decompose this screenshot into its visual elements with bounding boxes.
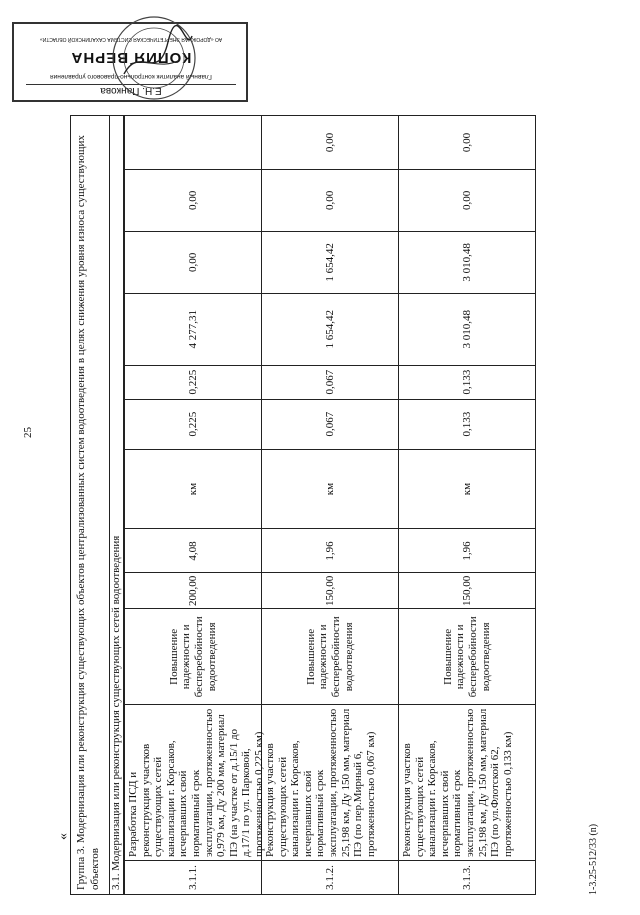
works-table (124, 115, 536, 895)
row-number: 3.1.2. (262, 860, 398, 894)
row-diameter: 150,00 (262, 572, 398, 608)
quote-mark: « (56, 833, 71, 840)
stamp-organization: АО «ДОРОЖНАЯ ЭНЕРГЕТИЧЕСКАЯ СИСТЕМА САХАЛИНСКОЙ ОБЛАСТИ» (39, 36, 223, 42)
document-sheet (70, 115, 550, 895)
row-name: Реконструкция участков существующих сетей канализации г. Корсаков, исчерпавших свой нормативный срок эксплуатации, протяженностью 25,198 км, Ду 150 мм, материал ПЭ (по пер.Мирный 6, протяженностью 0,067 км) (262, 704, 398, 860)
row-value-2: 0,067 (262, 365, 398, 399)
row-diameter: 200,00 (125, 572, 261, 608)
row-value-2: 0,225 (125, 365, 261, 399)
row-number: 3.1.3. (399, 860, 535, 894)
row-sum-1: 4 277,31 (125, 293, 261, 365)
row-unit: км (262, 449, 398, 529)
table-row (399, 115, 536, 895)
row-sum-4 (125, 115, 261, 169)
row-sum-4: 0,00 (399, 115, 535, 169)
stamp-title: КОПИЯ ВЕРНА (70, 49, 192, 66)
row-goal: Повышение надежности и бесперебойности водоотведения (399, 608, 535, 704)
row-diameter: 150,00 (399, 572, 535, 608)
group-title: Группа 3. Модернизация или реконструкция существующих объектов централизованных систем водоотведения в целях снижения уровня износа существующих объектов (70, 115, 110, 895)
row-sum-3: 0,00 (399, 169, 535, 231)
row-sum-3: 0,00 (262, 169, 398, 231)
row-length: 1,96 (399, 528, 535, 572)
footer-code: 1-3.25-512/33 (n) (588, 823, 599, 895)
row-sum-2: 0,00 (125, 231, 261, 293)
stamp-signer-role: Главный аналитик контрольно-правового управления (50, 73, 212, 80)
subgroup-title: 3.1. Модернизация или реконструкция существующих сетей водоотведения (110, 115, 124, 895)
row-name: Разработка ПСД и реконструкция участков существующих сетей канализации г. Корсаков, исчерпавших свой нормативный срок эксплуатации, протяженностью 0,979 км, Ду 200 мм, материал ПЭ (на участке от д.15/1 до д.17/1 по ул. Парковой, протяженностью 0,225 км) (125, 704, 261, 860)
row-goal: Повышение надежности и бесперебойности водоотведения (125, 608, 261, 704)
row-length: 1,96 (262, 528, 398, 572)
row-sum-2: 1 654,42 (262, 231, 398, 293)
round-seal-icon (110, 14, 198, 102)
page-number: 25 (22, 427, 34, 438)
row-number: 3.1.1. (125, 860, 261, 894)
row-sum-1: 1 654,42 (262, 293, 398, 365)
row-length: 4,08 (125, 528, 261, 572)
row-sum-2: 3 010,48 (399, 231, 535, 293)
row-value-1: 0,067 (262, 399, 398, 449)
table-row (262, 115, 399, 895)
row-name: Реконструкция участков существующих сетей канализации г. Корсаков, исчерпавших свой нормативный срок эксплуатации, протяженностью 25,198 км, Ду 150 мм, материал ПЭ (по ул.Флотской 62, протяженностью 0,133 км) (399, 704, 535, 860)
row-sum-3: 0,00 (125, 169, 261, 231)
stamp-signer-name: Е.Н. Панкова (26, 84, 236, 96)
row-value-2: 0,133 (399, 365, 535, 399)
table-row (124, 115, 265, 895)
row-value-1: 0,133 (399, 399, 535, 449)
row-unit: км (125, 449, 261, 529)
row-value-1: 0,225 (125, 399, 261, 449)
row-goal: Повышение надежности и бесперебойности водоотведения (262, 608, 398, 704)
row-unit: км (399, 449, 535, 529)
row-sum-1: 3 010,48 (399, 293, 535, 365)
row-sum-4: 0,00 (262, 115, 398, 169)
